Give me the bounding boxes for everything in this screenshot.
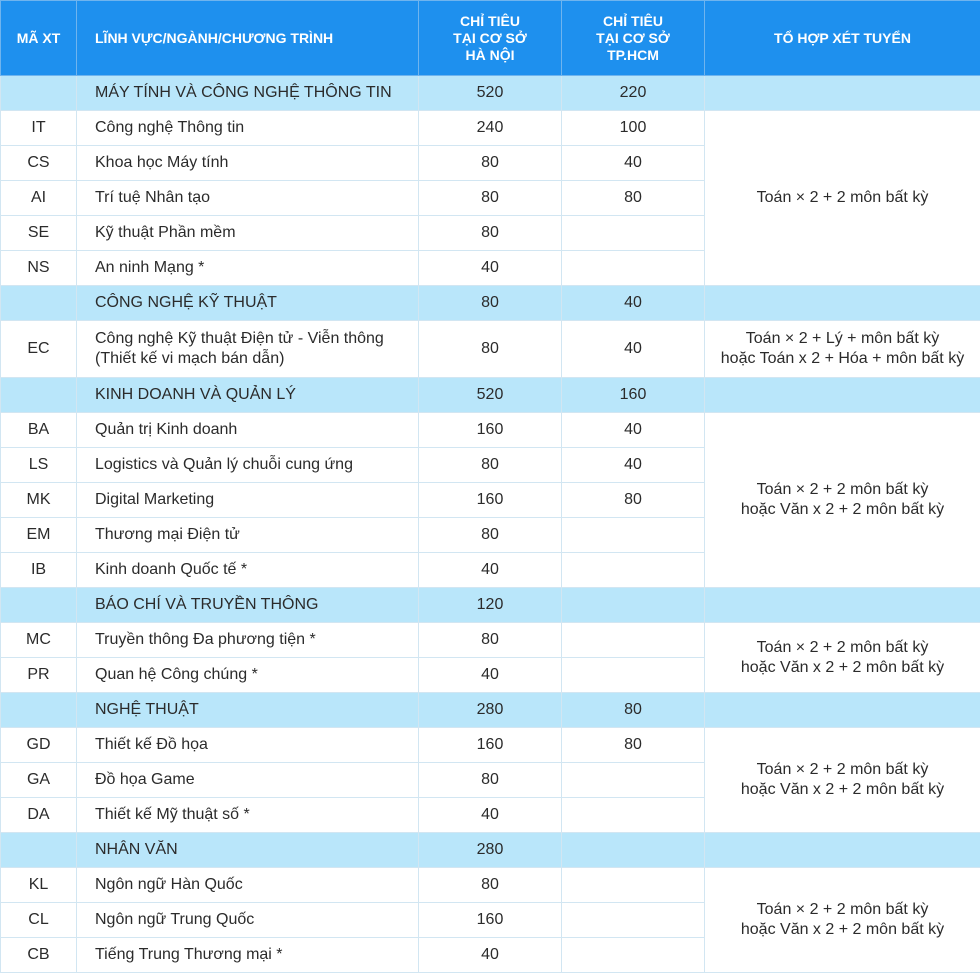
combo-line: Toán × 2 + 2 môn bất kỳ [756, 638, 929, 656]
program-name-line: Digital Marketing [95, 491, 215, 508]
program-quota-hanoi: 160 [419, 483, 562, 518]
program-name [77, 553, 419, 588]
category-quota-hcm: 160 [562, 378, 705, 413]
program-code: CB [1, 938, 77, 973]
table-body [1, 76, 980, 973]
program-name-line: Đồ họa Game [95, 771, 195, 788]
header-row [1, 1, 980, 76]
category-name: NHÂN VĂN [77, 833, 419, 868]
program-quota-hcm [562, 658, 705, 693]
program-name-line: Truyền thông Đa phương tiện * [95, 631, 316, 648]
header-combo: TỔ HỢP XÉT TUYỂN [705, 1, 980, 76]
header-hanoi-line: CHỈ TIÊU [460, 12, 520, 29]
category-row [1, 833, 980, 868]
program-code: MK [1, 483, 77, 518]
category-quota-hanoi: 280 [419, 833, 562, 868]
program-quota-hcm: 80 [562, 181, 705, 216]
category-row [1, 378, 980, 413]
program-code: IT [1, 111, 77, 146]
program-quota-hcm [562, 553, 705, 588]
program-name [77, 728, 419, 763]
program-name-line: Công nghệ Thông tin [95, 119, 245, 136]
program-quota-hcm [562, 798, 705, 833]
header-hanoi-line: TẠI CƠ SỞ [453, 29, 527, 46]
program-name [77, 321, 419, 378]
program-name [77, 448, 419, 483]
program-quota-hcm: 100 [562, 111, 705, 146]
program-quota-hanoi: 80 [419, 763, 562, 798]
category-row [1, 286, 980, 321]
program-row [1, 728, 980, 763]
combo-line: hoặc Văn x 2 + 2 môn bất kỳ [740, 921, 945, 938]
program-quota-hanoi: 160 [419, 903, 562, 938]
combo-line: Toán × 2 + 2 môn bất kỳ [756, 481, 929, 498]
program-code: EC [1, 321, 77, 378]
category-name: KINH DOANH VÀ QUẢN LÝ [77, 378, 419, 413]
category-code [1, 286, 77, 321]
program-name-line: Khoa học Máy tính [95, 154, 229, 171]
header-hcm-line: CHỈ TIÊU [603, 12, 663, 29]
program-code: BA [1, 413, 77, 448]
program-row [1, 413, 980, 448]
category-name: CÔNG NGHỆ KỸ THUẬT [77, 286, 419, 321]
category-combo [705, 833, 980, 868]
program-name [77, 763, 419, 798]
category-code [1, 693, 77, 728]
program-name-line: Trí tuệ Nhân tạo [95, 189, 211, 206]
combo-line: hoặc Văn x 2 + 2 môn bất kỳ [740, 781, 945, 798]
program-name [77, 251, 419, 286]
program-quota-hanoi: 160 [419, 728, 562, 763]
category-row [1, 588, 980, 623]
combo-cell [705, 868, 980, 973]
category-code [1, 76, 77, 111]
header-program: LĨNH VỰC/NGÀNH/CHƯƠNG TRÌNH [77, 1, 419, 76]
program-quota-hanoi: 80 [419, 146, 562, 181]
category-code [1, 833, 77, 868]
category-name: MÁY TÍNH VÀ CÔNG NGHỆ THÔNG TIN [77, 76, 419, 111]
program-quota-hanoi: 40 [419, 251, 562, 286]
program-quota-hanoi: 240 [419, 111, 562, 146]
program-name-line: Tiếng Trung Thương mại * [95, 946, 283, 963]
program-quota-hanoi: 40 [419, 798, 562, 833]
combo-line: Toán × 2 + 2 môn bất kỳ [756, 189, 929, 206]
program-row [1, 623, 980, 658]
program-code: DA [1, 798, 77, 833]
program-code: PR [1, 658, 77, 693]
program-row [1, 321, 980, 378]
program-quota-hanoi: 80 [419, 518, 562, 553]
program-quota-hcm: 40 [562, 146, 705, 181]
program-quota-hcm [562, 216, 705, 251]
combo-cell [705, 623, 980, 693]
category-quota-hanoi: 120 [419, 588, 562, 623]
program-name [77, 111, 419, 146]
program-quota-hcm: 40 [562, 413, 705, 448]
category-quota-hanoi: 520 [419, 378, 562, 413]
program-name [77, 483, 419, 518]
program-code: AI [1, 181, 77, 216]
program-code: SE [1, 216, 77, 251]
program-quota-hcm: 40 [562, 321, 705, 378]
category-row [1, 76, 980, 111]
program-name [77, 216, 419, 251]
program-quota-hcm: 80 [562, 728, 705, 763]
program-code: NS [1, 251, 77, 286]
header-hcm-line: TP.HCM [607, 46, 659, 63]
program-code: LS [1, 448, 77, 483]
combo-cell [705, 111, 980, 286]
program-code: KL [1, 868, 77, 903]
combo-line: Toán × 2 + 2 môn bất kỳ [756, 901, 929, 918]
program-name-line: An ninh Mạng * [95, 259, 205, 276]
category-quota-hanoi: 80 [419, 286, 562, 321]
category-code [1, 378, 77, 413]
program-name-line: (Thiết kế vi mạch bán dẫn) [95, 350, 285, 367]
program-quota-hanoi: 160 [419, 413, 562, 448]
program-name-line: Công nghệ Kỹ thuật Điện tử - Viễn thông [95, 330, 384, 347]
program-name-line: Logistics và Quản lý chuỗi cung ứng [95, 456, 353, 473]
category-combo [705, 588, 980, 623]
category-quota-hanoi: 520 [419, 76, 562, 111]
program-quota-hanoi: 80 [419, 216, 562, 251]
program-name [77, 903, 419, 938]
program-name [77, 658, 419, 693]
program-code: MC [1, 623, 77, 658]
program-quota-hanoi: 40 [419, 553, 562, 588]
program-quota-hcm [562, 763, 705, 798]
combo-line: Toán × 2 + Lý + môn bất kỳ [745, 330, 940, 347]
program-name [77, 623, 419, 658]
program-quota-hcm [562, 518, 705, 553]
program-name [77, 938, 419, 973]
combo-cell [705, 413, 980, 588]
program-quota-hcm [562, 623, 705, 658]
program-name [77, 413, 419, 448]
program-quota-hanoi: 40 [419, 938, 562, 973]
program-name-line: Thiết kế Đồ họa [95, 736, 208, 753]
category-quota-hcm: 220 [562, 76, 705, 111]
program-row [1, 111, 980, 146]
category-quota-hanoi: 280 [419, 693, 562, 728]
program-name [77, 868, 419, 903]
category-name: NGHỆ THUẬT [77, 693, 419, 728]
program-quota-hcm [562, 251, 705, 286]
program-code: GD [1, 728, 77, 763]
program-name-line: Thương mại Điện tử [95, 526, 240, 543]
program-name [77, 181, 419, 216]
category-combo [705, 286, 980, 321]
program-name-line: Ngôn ngữ Hàn Quốc [95, 876, 243, 893]
category-quota-hcm [562, 588, 705, 623]
program-name-line: Thiết kế Mỹ thuật số * [95, 806, 250, 823]
program-code: EM [1, 518, 77, 553]
header-code: MÃ XT [1, 1, 77, 76]
category-row [1, 693, 980, 728]
category-combo [705, 693, 980, 728]
category-combo [705, 76, 980, 111]
program-quota-hcm: 40 [562, 448, 705, 483]
program-quota-hcm [562, 868, 705, 903]
program-name-line: Quan hệ Công chúng * [95, 666, 258, 683]
program-quota-hcm [562, 903, 705, 938]
category-combo [705, 378, 980, 413]
program-name-line: Quản trị Kinh doanh [95, 421, 238, 438]
program-name [77, 518, 419, 553]
header-hanoi-line: HÀ NỘI [465, 46, 515, 63]
category-quota-hcm [562, 833, 705, 868]
program-name [77, 146, 419, 181]
program-code: CL [1, 903, 77, 938]
combo-line: hoặc Toán x 2 + Hóa + môn bất kỳ [720, 350, 965, 367]
program-code: CS [1, 146, 77, 181]
program-name [77, 798, 419, 833]
program-quota-hcm [562, 938, 705, 973]
program-quota-hcm: 80 [562, 483, 705, 518]
program-quota-hanoi: 80 [419, 623, 562, 658]
program-quota-hanoi: 80 [419, 181, 562, 216]
program-name-line: Kỹ thuật Phần mềm [95, 224, 236, 241]
header-quota-hanoi [419, 1, 562, 76]
header-quota-hcm [562, 1, 705, 76]
program-quota-hanoi: 40 [419, 658, 562, 693]
category-quota-hcm: 80 [562, 693, 705, 728]
header-hcm-line: TẠI CƠ SỞ [596, 29, 670, 46]
program-code: IB [1, 553, 77, 588]
category-code [1, 588, 77, 623]
category-quota-hcm: 40 [562, 286, 705, 321]
program-quota-hanoi: 80 [419, 448, 562, 483]
combo-cell [705, 321, 980, 378]
combo-line: hoặc Văn x 2 + 2 môn bất kỳ [740, 658, 945, 676]
program-name-line: Ngôn ngữ Trung Quốc [95, 911, 255, 928]
combo-line: Toán × 2 + 2 môn bất kỳ [756, 761, 929, 778]
program-quota-hanoi: 80 [419, 321, 562, 378]
category-name: BÁO CHÍ VÀ TRUYỀN THÔNG [77, 588, 419, 623]
program-row [1, 868, 980, 903]
program-name-line: Kinh doanh Quốc tế * [95, 561, 248, 578]
program-code: GA [1, 763, 77, 798]
combo-cell [705, 728, 980, 833]
combo-line: hoặc Văn x 2 + 2 môn bất kỳ [740, 501, 945, 518]
program-quota-hanoi: 80 [419, 868, 562, 903]
